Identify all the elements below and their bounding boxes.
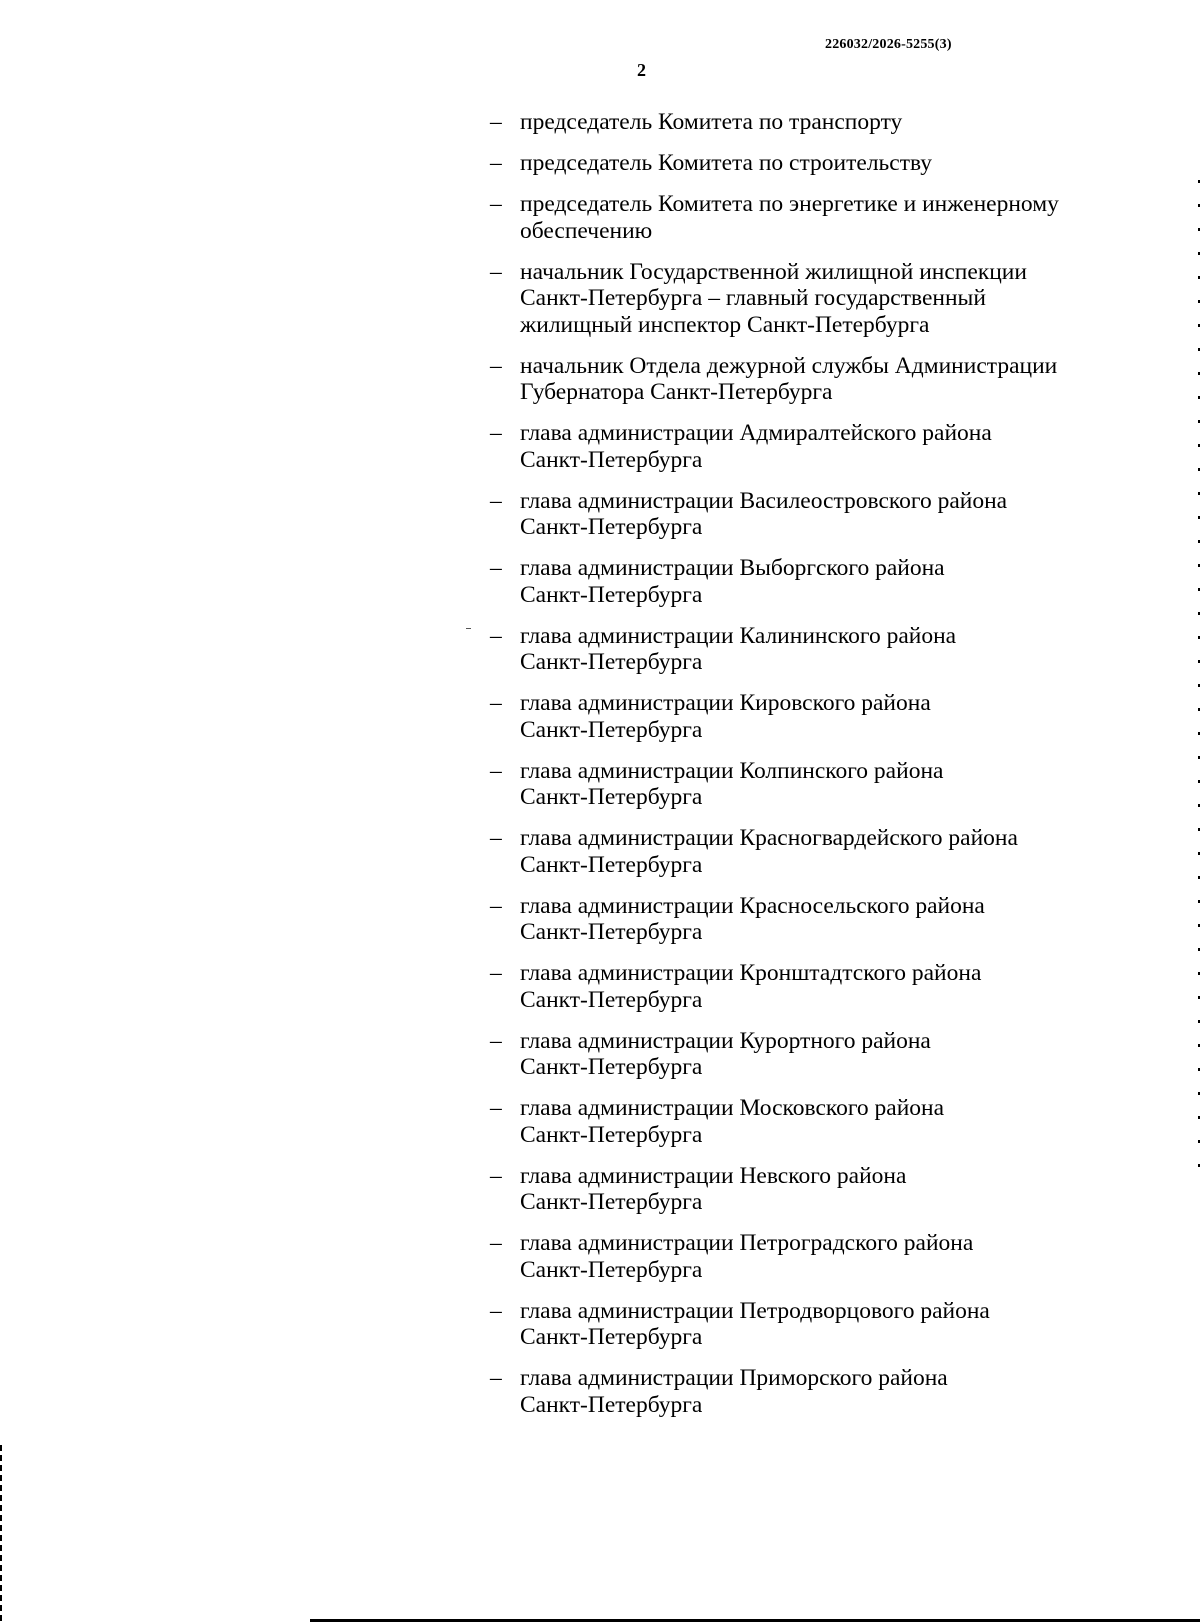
list-dash: –	[490, 960, 502, 986]
list-item	[490, 690, 1100, 743]
list-dash: –	[490, 1162, 502, 1189]
list-item-line: Санкт-Петербурга	[520, 514, 703, 540]
list-item-line: обеспечению	[520, 217, 653, 244]
list-item-line: глава администрации Петроградского района	[520, 1230, 974, 1256]
list-item-line: Санкт-Петербурга	[520, 1324, 703, 1350]
list-item	[490, 150, 1100, 177]
list-item-line: Санкт-Петербурга	[520, 919, 703, 945]
list-item-line: Санкт-Петербурга	[520, 986, 703, 1013]
list-item-line: Санкт-Петербурга – главный государственный	[520, 285, 986, 311]
list-item	[490, 1298, 1100, 1351]
list-item-line: глава администрации Курортного района	[520, 1027, 931, 1054]
list-item-line: глава администрации Красногвардейского района	[520, 825, 1018, 851]
list-item	[490, 420, 1100, 473]
list-item	[490, 1365, 1100, 1418]
list-item-line: Санкт-Петербурга	[520, 1189, 703, 1215]
list-item	[490, 825, 1100, 878]
list-item-line: председатель Комитета по транспорту	[520, 109, 903, 135]
list-dash: –	[490, 757, 502, 784]
list-item	[490, 1028, 1100, 1081]
list-item	[490, 758, 1100, 811]
list-item-line: председатель Комитета по энергетике и инженерному	[520, 191, 1059, 217]
list-dash: –	[490, 690, 502, 716]
list-item-line: Санкт-Петербурга	[520, 446, 703, 473]
list-item-line: Санкт-Петербурга	[520, 649, 703, 675]
list-dash: –	[490, 1365, 502, 1391]
list-item	[490, 893, 1100, 946]
list-item-line: глава администрации Колпинского района	[520, 757, 944, 784]
list-item	[490, 623, 1100, 676]
list-item-line: начальник Государственной жилищной инспекции	[520, 258, 1027, 285]
list-item-line: глава администрации Петродворцового района	[520, 1297, 990, 1324]
list-item	[490, 1163, 1100, 1216]
list-item-line: глава администрации Адмиралтейского района	[520, 420, 992, 446]
list-item-line: Санкт-Петербурга	[520, 851, 703, 878]
list-item-line: Санкт-Петербурга	[520, 1391, 703, 1418]
list-item-line: глава администрации Приморского района	[520, 1365, 948, 1391]
list-dash: –	[490, 150, 502, 176]
list-item	[490, 1230, 1100, 1283]
list-dash: –	[490, 892, 502, 919]
list-item	[490, 109, 1100, 136]
list-item-line: Санкт-Петербурга	[520, 784, 703, 810]
list-dash: –	[490, 420, 502, 446]
list-item	[490, 555, 1100, 608]
list-dash: –	[490, 622, 502, 649]
list-item	[490, 191, 1100, 244]
list-dash: –	[490, 352, 502, 379]
list-item-line: глава администрации Кронштадтского района	[520, 960, 982, 986]
list-dash: –	[490, 487, 502, 514]
document-number: 226032/2026-5255(3)	[825, 37, 952, 52]
list-dash: –	[490, 825, 502, 851]
list-item-line: глава администрации Кировского района	[520, 690, 931, 716]
list-item-line: Санкт-Петербурга	[520, 1054, 703, 1080]
list-dash: –	[490, 1230, 502, 1256]
list-item-line: председатель Комитета по строительству	[520, 150, 933, 176]
scan-speck	[466, 628, 471, 629]
scan-edge-left	[0, 1445, 2, 1622]
list-item	[490, 259, 1100, 339]
list-item-line: Санкт-Петербурга	[520, 1121, 703, 1148]
list-dash: –	[490, 555, 502, 581]
list-item-line: Санкт-Петербурга	[520, 1256, 703, 1283]
list-item-line: глава администрации Невского района	[520, 1162, 907, 1189]
list-item-line: глава администрации Выборгского района	[520, 555, 945, 581]
list-item-line: глава администрации Красносельского района	[520, 892, 985, 919]
page-number: 2	[637, 60, 646, 80]
list-item	[490, 960, 1100, 1013]
list-dash: –	[490, 1297, 502, 1324]
list-item-line: жилищный инспектор Санкт-Петербурга	[520, 311, 930, 338]
list-item-line: глава администрации Василеостровского района	[520, 487, 1008, 514]
list-item-line: начальник Отдела дежурной службы Администрации	[520, 352, 1058, 379]
list-dash: –	[490, 1027, 502, 1054]
list-item	[490, 488, 1100, 541]
officials-list	[490, 109, 1100, 1433]
list-item-line: глава администрации Московского района	[520, 1095, 945, 1121]
list-item	[490, 353, 1100, 406]
list-item-line: Губернатора Санкт-Петербурга	[520, 379, 833, 405]
list-dash: –	[490, 191, 502, 217]
list-dash: –	[490, 258, 502, 285]
list-item-line: Санкт-Петербурга	[520, 581, 703, 608]
list-dash: –	[490, 109, 502, 135]
list-item-line: глава администрации Калининского района	[520, 622, 957, 649]
list-item	[490, 1095, 1100, 1148]
list-dash: –	[490, 1095, 502, 1121]
list-item-line: Санкт-Петербурга	[520, 716, 703, 743]
